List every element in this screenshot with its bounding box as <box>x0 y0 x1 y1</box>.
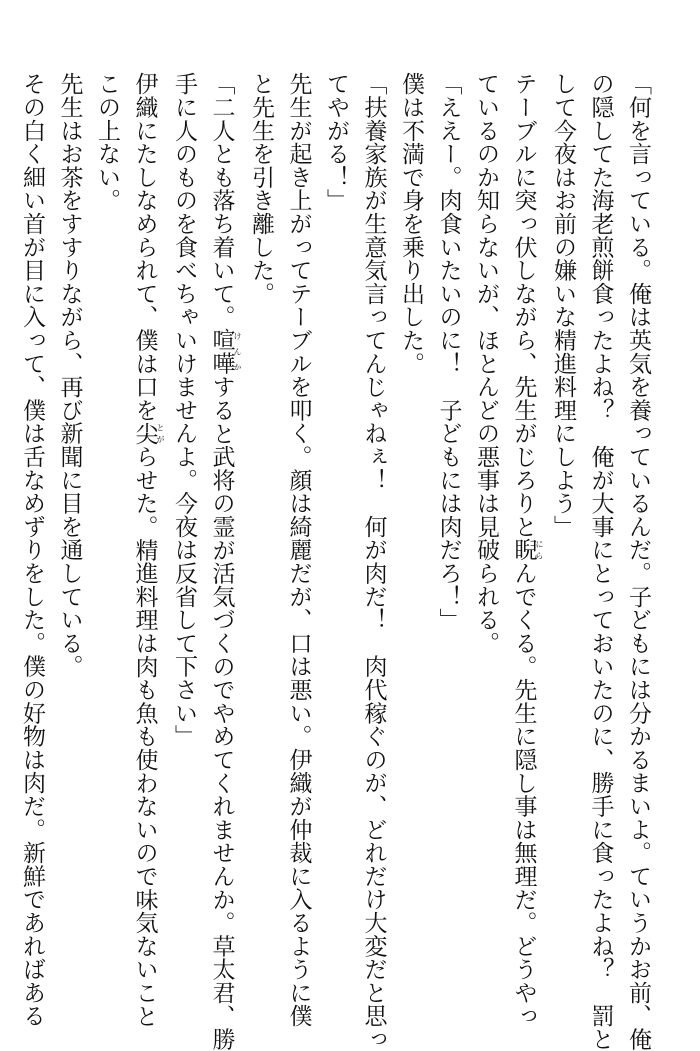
text-line-13: 手に人のものを食べちゃいけませんよ。今夜は反省して下さい」 <box>171 72 197 748</box>
text-line-10: 先生が起き上がってテーブルを叩く。顔は綺麗だが、口は悪い。伊織が仲裁に入るように僕 <box>285 72 312 1028</box>
text-line-2: の隠してた海老煎餅食ったよね？ 俺が大事にとっておいたのに、勝手に食ったよね？ 罰と <box>587 72 614 1051</box>
text-line-12: 「二人とも落ち着いて。喧嘩けんかすると武将の霊が活気づくのでやめてくれませんか。草太君、勝 <box>208 72 242 1051</box>
furigana-nira: 睨にら <box>510 538 544 562</box>
text-line-11: と先生を引き離した。 <box>248 72 274 305</box>
text-line-3: して今夜はお前の嫌いな精進料理にしよう」 <box>550 72 576 538</box>
text-line-5: ているのか知らないが、ほとんどの悪事は見破られる。 <box>473 72 499 655</box>
text-line-1: 「何を言っている。俺は英気を養っているんだ。子どもには分かるまいよ。ていうかお前、俺 <box>625 72 651 1051</box>
text-line-6: 「ええー。肉食いたいのに！ 子どもには肉だろ！」 <box>435 72 462 632</box>
text-line-15: この上ない。 <box>94 72 120 212</box>
furigana-togara: 尖とが <box>131 421 165 445</box>
text-line-9: てやがる！」 <box>323 72 349 212</box>
text-line-16: 先生はお茶をすすりながら、再び新聞に目を通している。 <box>56 72 83 678</box>
text-line-14: 伊織にたしなめられて、僕は口を尖とがらせた。精進料理は肉も魚も使わないので味気ないこと <box>131 72 165 1028</box>
furigana-kenka: 喧嘩けんか <box>208 328 242 375</box>
text-line-17: その白く細い首が目に入って、僕は舌なめずりをした。僕の好物は肉だ。新鮮であればある <box>19 72 45 1028</box>
text-line-7: 僕は不満で身を乗り出した。 <box>398 72 424 375</box>
vertical-text-body <box>13 72 657 1051</box>
text-line-4: テーブルに突っ伏しながら、先生がじろりと睨にらんでくる。先生に隠し事は無理だ。どうやっ <box>510 72 544 1028</box>
text-line-8: 「扶養家族が生意気言ってんじゃねぇ！ 何が肉だ！ 肉代稼ぐのが、どれだけ大変だと思っ <box>360 72 387 1051</box>
